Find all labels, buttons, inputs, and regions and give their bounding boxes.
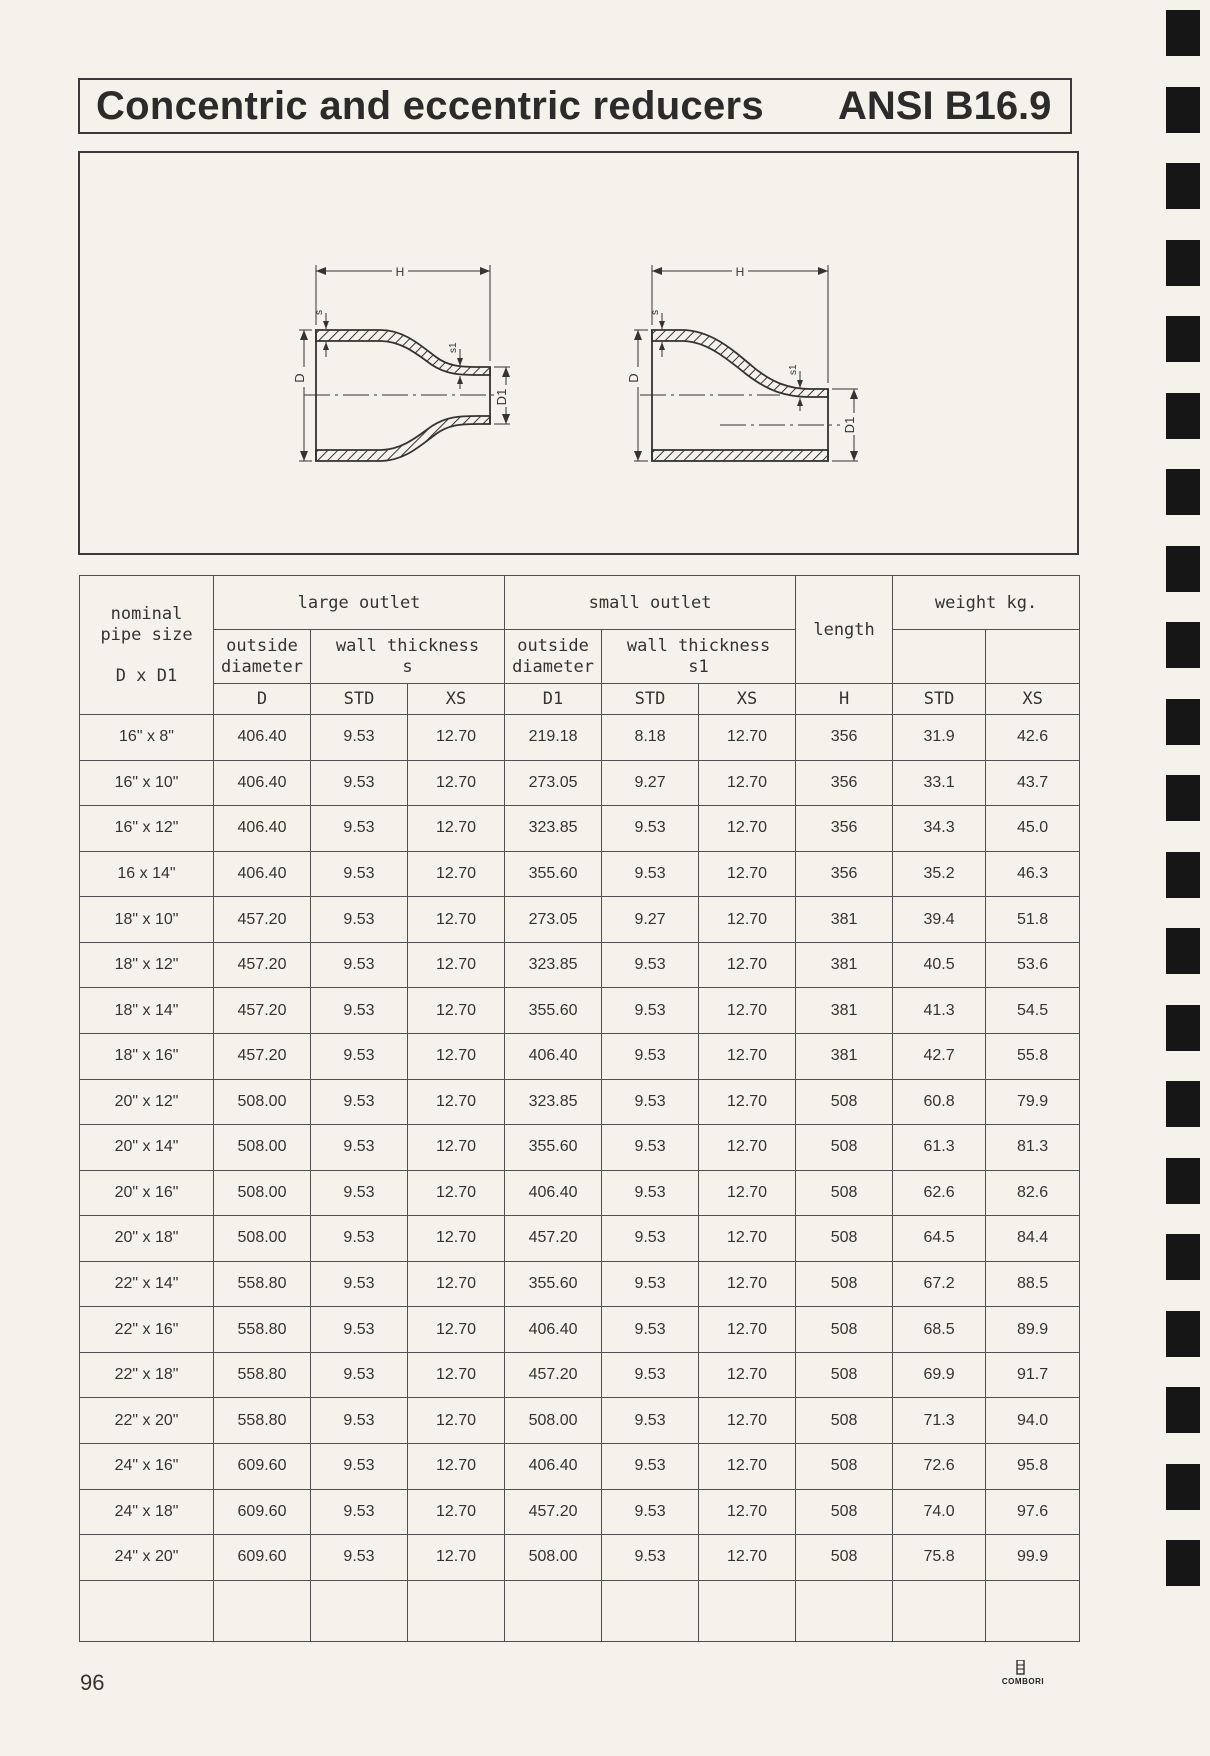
length-cell: 508: [796, 1170, 893, 1216]
small-std-cell: 9.53: [602, 1444, 699, 1490]
large-outside-diameter-header: outside diameter: [214, 630, 311, 684]
length-cell: 356: [796, 851, 893, 897]
length-cell: 381: [796, 988, 893, 1034]
large-wall-std-header: STD: [311, 684, 408, 715]
large-std-cell: 9.53: [311, 1444, 408, 1490]
table-row: [80, 1398, 1080, 1444]
small-xs-cell: 12.70: [699, 851, 796, 897]
weight-xs-cell: 43.7: [986, 760, 1080, 806]
large-std-cell: 9.53: [311, 1352, 408, 1398]
weight-xs-cell: 89.9: [986, 1307, 1080, 1353]
weight-xs-cell: 51.8: [986, 897, 1080, 943]
table-row: [80, 1261, 1080, 1307]
weight-xs-cell: 91.7: [986, 1352, 1080, 1398]
standard-code: ANSI B16.9: [838, 84, 1052, 128]
weight-xs-spacer: [986, 630, 1080, 684]
weight-std-cell: 34.3: [893, 806, 986, 852]
nominal-size-cell: 18" x 14": [80, 988, 214, 1034]
weight-std-cell: 39.4: [893, 897, 986, 943]
small-od-cell: 457.20: [505, 1216, 602, 1262]
large-std-cell: 9.53: [311, 715, 408, 761]
small-xs-cell: 12.70: [699, 1079, 796, 1125]
binder-tab: [1166, 1158, 1200, 1204]
small-xs-cell: 12.70: [699, 1444, 796, 1490]
small-od-cell: 406.40: [505, 1170, 602, 1216]
eccentric-small-wall-label: s1: [788, 364, 799, 375]
binder-tab: [1166, 928, 1200, 974]
small-od-cell: 508.00: [505, 1535, 602, 1581]
eccentric-length-label: H: [735, 265, 745, 279]
large-wall-label: s: [314, 310, 325, 315]
small-xs-cell: 12.70: [699, 1352, 796, 1398]
large-std-cell: 9.53: [311, 1307, 408, 1353]
eccentric-small-diameter-label: D1: [842, 416, 857, 434]
length-cell: 381: [796, 942, 893, 988]
large-wall-thickness-header: wall thickness s: [311, 630, 505, 684]
length-cell: 508: [796, 1352, 893, 1398]
reducer-drawings: [80, 153, 1081, 557]
small-std-cell: 9.53: [602, 1352, 699, 1398]
empty-cell: [602, 1580, 699, 1641]
table-row: [80, 1489, 1080, 1535]
small-od-cell: 457.20: [505, 1489, 602, 1535]
large-od-cell: 609.60: [214, 1535, 311, 1581]
binder-tab: [1166, 852, 1200, 898]
small-xs-cell: 12.70: [699, 715, 796, 761]
empty-cell: [699, 1580, 796, 1641]
large-xs-cell: 12.70: [408, 806, 505, 852]
weight-xs-cell: 82.6: [986, 1170, 1080, 1216]
small-std-cell: 9.53: [602, 1535, 699, 1581]
large-od-cell: 457.20: [214, 988, 311, 1034]
small-xs-cell: 12.70: [699, 1216, 796, 1262]
nominal-size-cell: 16" x 12": [80, 806, 214, 852]
empty-row: [80, 1580, 1080, 1641]
large-xs-cell: 12.70: [408, 1398, 505, 1444]
large-std-cell: 9.53: [311, 942, 408, 988]
empty-cell: [311, 1580, 408, 1641]
small-std-cell: 9.53: [602, 1398, 699, 1444]
nominal-size-cell: 16 x 14": [80, 851, 214, 897]
length-cell: 381: [796, 897, 893, 943]
svg-text:COMBORI: COMBORI: [1001, 1677, 1045, 1686]
small-std-cell: 9.27: [602, 897, 699, 943]
weight-std-cell: 72.6: [893, 1444, 986, 1490]
weight-xs-cell: 81.3: [986, 1125, 1080, 1171]
nominal-size-cell: 20" x 16": [80, 1170, 214, 1216]
binder-tab: [1166, 1387, 1200, 1433]
large-xs-cell: 12.70: [408, 1170, 505, 1216]
binder-tab: [1166, 240, 1200, 286]
weight-xs-cell: 79.9: [986, 1079, 1080, 1125]
table-row: [80, 942, 1080, 988]
table-row: [80, 1444, 1080, 1490]
empty-cell: [893, 1580, 986, 1641]
length-symbol: H: [796, 684, 893, 715]
small-wall-thickness-header: wall thickness s1: [602, 630, 796, 684]
binder-tab: [1166, 1081, 1200, 1127]
large-xs-cell: 12.70: [408, 1535, 505, 1581]
nominal-size-cell: 22" x 20": [80, 1398, 214, 1444]
binder-tab: [1166, 775, 1200, 821]
empty-cell: [505, 1580, 602, 1641]
nominal-size-cell: 18" x 16": [80, 1033, 214, 1079]
small-xs-cell: 12.70: [699, 1033, 796, 1079]
large-xs-cell: 12.70: [408, 1125, 505, 1171]
small-std-cell: 9.53: [602, 1033, 699, 1079]
large-od-cell: 609.60: [214, 1444, 311, 1490]
small-od-cell: 355.60: [505, 1125, 602, 1171]
small-outside-diameter-header: outside diameter: [505, 630, 602, 684]
large-std-cell: 9.53: [311, 1033, 408, 1079]
reducer-dimensions-table: [79, 575, 1080, 1642]
binder-tab: [1166, 163, 1200, 209]
large-xs-cell: 12.70: [408, 1216, 505, 1262]
length-cell: 508: [796, 1079, 893, 1125]
small-dia-symbol: D1: [505, 684, 602, 715]
length-cell: 508: [796, 1216, 893, 1262]
weight-std-header: STD: [893, 684, 986, 715]
small-od-cell: 323.85: [505, 1079, 602, 1125]
table-row: [80, 1352, 1080, 1398]
small-xs-cell: 12.70: [699, 942, 796, 988]
large-std-cell: 9.53: [311, 1125, 408, 1171]
nominal-size-cell: 16" x 8": [80, 715, 214, 761]
large-xs-cell: 12.70: [408, 1261, 505, 1307]
large-xs-cell: 12.70: [408, 1489, 505, 1535]
table-row: [80, 760, 1080, 806]
large-od-cell: 508.00: [214, 1170, 311, 1216]
large-std-cell: 9.53: [311, 1216, 408, 1262]
small-wall-std-header: STD: [602, 684, 699, 715]
small-xs-cell: 12.70: [699, 1125, 796, 1171]
weight-std-cell: 61.3: [893, 1125, 986, 1171]
large-xs-cell: 12.70: [408, 851, 505, 897]
weight-xs-cell: 45.0: [986, 806, 1080, 852]
small-od-cell: 355.60: [505, 988, 602, 1034]
length-cell: 508: [796, 1444, 893, 1490]
weight-std-cell: 35.2: [893, 851, 986, 897]
empty-cell: [214, 1580, 311, 1641]
large-std-cell: 9.53: [311, 1170, 408, 1216]
length-cell: 356: [796, 715, 893, 761]
weight-xs-header: XS: [986, 684, 1080, 715]
nominal-size-cell: 22" x 16": [80, 1307, 214, 1353]
large-od-cell: 406.40: [214, 760, 311, 806]
eccentric-large-diameter-label: D: [626, 373, 641, 383]
large-od-cell: 406.40: [214, 715, 311, 761]
large-od-cell: 406.40: [214, 806, 311, 852]
page-title: Concentric and eccentric reducers: [96, 84, 764, 128]
weight-header: weight kg.: [893, 576, 1080, 630]
large-od-cell: 609.60: [214, 1489, 311, 1535]
nominal-size-cell: 20" x 12": [80, 1079, 214, 1125]
large-od-cell: 457.20: [214, 1033, 311, 1079]
large-dia-symbol: D: [214, 684, 311, 715]
large-std-cell: 9.53: [311, 1261, 408, 1307]
binder-tab: [1166, 1234, 1200, 1280]
weight-std-spacer: [893, 630, 986, 684]
small-od-cell: 355.60: [505, 851, 602, 897]
large-outlet-header: large outlet: [214, 576, 505, 630]
weight-xs-cell: 46.3: [986, 851, 1080, 897]
weight-xs-cell: 97.6: [986, 1489, 1080, 1535]
table-body: [80, 715, 1080, 1642]
length-cell: 381: [796, 1033, 893, 1079]
small-outlet-header: small outlet: [505, 576, 796, 630]
nominal-size-cell: 16" x 10": [80, 760, 214, 806]
large-od-cell: 457.20: [214, 897, 311, 943]
weight-xs-cell: 88.5: [986, 1261, 1080, 1307]
large-od-cell: 558.80: [214, 1261, 311, 1307]
weight-std-cell: 40.5: [893, 942, 986, 988]
small-std-cell: 9.53: [602, 1261, 699, 1307]
length-cell: 508: [796, 1261, 893, 1307]
weight-std-cell: 74.0: [893, 1489, 986, 1535]
weight-std-cell: 41.3: [893, 988, 986, 1034]
weight-std-cell: 31.9: [893, 715, 986, 761]
large-std-cell: 9.53: [311, 988, 408, 1034]
reducer-diagram-panel: [78, 151, 1079, 555]
small-std-cell: 9.53: [602, 988, 699, 1034]
binder-tab: [1166, 393, 1200, 439]
small-od-cell: 355.60: [505, 1261, 602, 1307]
small-xs-cell: 12.70: [699, 760, 796, 806]
nominal-size-cell: 22" x 14": [80, 1261, 214, 1307]
concentric-reducer-drawing: [292, 263, 516, 461]
weight-std-cell: 71.3: [893, 1398, 986, 1444]
small-xs-cell: 12.70: [699, 988, 796, 1034]
small-od-cell: 273.05: [505, 897, 602, 943]
weight-std-cell: 64.5: [893, 1216, 986, 1262]
weight-xs-cell: 53.6: [986, 942, 1080, 988]
large-wall-xs-header: XS: [408, 684, 505, 715]
large-xs-cell: 12.70: [408, 760, 505, 806]
large-od-cell: 558.80: [214, 1352, 311, 1398]
large-xs-cell: 12.70: [408, 1444, 505, 1490]
weight-xs-cell: 54.5: [986, 988, 1080, 1034]
large-xs-cell: 12.70: [408, 715, 505, 761]
large-xs-cell: 12.70: [408, 988, 505, 1034]
large-od-cell: 457.20: [214, 942, 311, 988]
nominal-size-cell: 20" x 14": [80, 1125, 214, 1171]
nominal-size-cell: 18" x 10": [80, 897, 214, 943]
table-row: [80, 1033, 1080, 1079]
length-cell: 508: [796, 1535, 893, 1581]
large-std-cell: 9.53: [311, 760, 408, 806]
small-std-cell: 9.53: [602, 1125, 699, 1171]
large-std-cell: 9.53: [311, 1535, 408, 1581]
combori-logo: [992, 1660, 1054, 1695]
small-od-cell: 273.05: [505, 760, 602, 806]
nominal-size-cell: 24" x 20": [80, 1535, 214, 1581]
small-xs-cell: 12.70: [699, 1261, 796, 1307]
empty-cell: [986, 1580, 1080, 1641]
large-xs-cell: 12.70: [408, 897, 505, 943]
table-row: [80, 1079, 1080, 1125]
large-xs-cell: 12.70: [408, 1307, 505, 1353]
small-od-cell: 406.40: [505, 1033, 602, 1079]
large-xs-cell: 12.70: [408, 1079, 505, 1125]
large-std-cell: 9.53: [311, 1079, 408, 1125]
nominal-size-cell: 24" x 18": [80, 1489, 214, 1535]
small-od-cell: 406.40: [505, 1444, 602, 1490]
length-cell: 508: [796, 1489, 893, 1535]
large-od-cell: 508.00: [214, 1216, 311, 1262]
binder-tab: [1166, 316, 1200, 362]
table-row: [80, 806, 1080, 852]
table-row: [80, 715, 1080, 761]
small-std-cell: 9.53: [602, 1216, 699, 1262]
nominal-size-header: nominal pipe size D x D1: [80, 576, 214, 715]
empty-cell: [80, 1580, 214, 1641]
nominal-size-cell: 18" x 12": [80, 942, 214, 988]
length-cell: 508: [796, 1398, 893, 1444]
large-od-cell: 406.40: [214, 851, 311, 897]
small-od-cell: 219.18: [505, 715, 602, 761]
small-xs-cell: 12.70: [699, 1489, 796, 1535]
length-header: length: [796, 576, 893, 684]
small-std-cell: 8.18: [602, 715, 699, 761]
large-od-cell: 508.00: [214, 1125, 311, 1171]
large-xs-cell: 12.70: [408, 942, 505, 988]
table-row: [80, 1216, 1080, 1262]
large-std-cell: 9.53: [311, 806, 408, 852]
binder-tab: [1166, 699, 1200, 745]
binder-ring-spine: [1130, 0, 1210, 1756]
table-row: [80, 851, 1080, 897]
weight-xs-cell: 94.0: [986, 1398, 1080, 1444]
small-od-cell: 457.20: [505, 1352, 602, 1398]
weight-xs-cell: 99.9: [986, 1535, 1080, 1581]
weight-std-cell: 69.9: [893, 1352, 986, 1398]
table-row: [80, 988, 1080, 1034]
weight-xs-cell: 95.8: [986, 1444, 1080, 1490]
small-diameter-label: D1: [494, 388, 509, 406]
weight-std-cell: 60.8: [893, 1079, 986, 1125]
weight-xs-cell: 55.8: [986, 1033, 1080, 1079]
weight-std-cell: 68.5: [893, 1307, 986, 1353]
large-od-cell: 558.80: [214, 1398, 311, 1444]
small-xs-cell: 12.70: [699, 806, 796, 852]
small-od-cell: 323.85: [505, 942, 602, 988]
large-std-cell: 9.53: [311, 851, 408, 897]
table-row: [80, 1535, 1080, 1581]
small-std-cell: 9.53: [602, 851, 699, 897]
large-od-cell: 508.00: [214, 1079, 311, 1125]
eccentric-large-wall-label: s: [650, 310, 661, 315]
binder-tab: [1166, 546, 1200, 592]
weight-std-cell: 33.1: [893, 760, 986, 806]
nominal-size-cell: 20" x 18": [80, 1216, 214, 1262]
binder-tab: [1166, 469, 1200, 515]
large-std-cell: 9.53: [311, 1489, 408, 1535]
table-row: [80, 1125, 1080, 1171]
large-std-cell: 9.53: [311, 897, 408, 943]
small-od-cell: 323.85: [505, 806, 602, 852]
binder-tab: [1166, 1540, 1200, 1586]
empty-cell: [796, 1580, 893, 1641]
small-std-cell: 9.53: [602, 1307, 699, 1353]
nominal-size-cell: 22" x 18": [80, 1352, 214, 1398]
binder-tab: [1166, 1464, 1200, 1510]
large-xs-cell: 12.70: [408, 1033, 505, 1079]
large-od-cell: 558.80: [214, 1307, 311, 1353]
small-xs-cell: 12.70: [699, 1398, 796, 1444]
small-std-cell: 9.27: [602, 760, 699, 806]
length-cell: 356: [796, 806, 893, 852]
large-diameter-label: D: [292, 373, 307, 383]
small-std-cell: 9.53: [602, 1489, 699, 1535]
eccentric-reducer-drawing: [626, 263, 864, 461]
length-cell: 508: [796, 1125, 893, 1171]
page-number: 96: [80, 1670, 105, 1695]
weight-std-cell: 75.8: [893, 1535, 986, 1581]
weight-std-cell: 42.7: [893, 1033, 986, 1079]
nominal-size-cell: 24" x 16": [80, 1444, 214, 1490]
small-std-cell: 9.53: [602, 942, 699, 988]
weight-xs-cell: 84.4: [986, 1216, 1080, 1262]
large-xs-cell: 12.70: [408, 1352, 505, 1398]
small-od-cell: 406.40: [505, 1307, 602, 1353]
small-std-cell: 9.53: [602, 1079, 699, 1125]
table-row: [80, 1307, 1080, 1353]
binder-tab: [1166, 622, 1200, 668]
small-od-cell: 508.00: [505, 1398, 602, 1444]
binder-tab: [1166, 1311, 1200, 1357]
binder-tab: [1166, 87, 1200, 133]
large-std-cell: 9.53: [311, 1398, 408, 1444]
table-row: [80, 1170, 1080, 1216]
small-xs-cell: 12.70: [699, 897, 796, 943]
length-cell: 356: [796, 760, 893, 806]
empty-cell: [408, 1580, 505, 1641]
small-xs-cell: 12.70: [699, 1307, 796, 1353]
small-std-cell: 9.53: [602, 1170, 699, 1216]
weight-std-cell: 62.6: [893, 1170, 986, 1216]
small-xs-cell: 12.70: [699, 1535, 796, 1581]
length-label: H: [395, 265, 405, 279]
length-cell: 508: [796, 1307, 893, 1353]
small-std-cell: 9.53: [602, 806, 699, 852]
weight-xs-cell: 42.6: [986, 715, 1080, 761]
weight-std-cell: 67.2: [893, 1261, 986, 1307]
binder-tab: [1166, 10, 1200, 56]
binder-tab: [1166, 1005, 1200, 1051]
small-wall-xs-header: XS: [699, 684, 796, 715]
small-wall-label: s1: [448, 342, 459, 353]
small-xs-cell: 12.70: [699, 1170, 796, 1216]
table-row: [80, 897, 1080, 943]
